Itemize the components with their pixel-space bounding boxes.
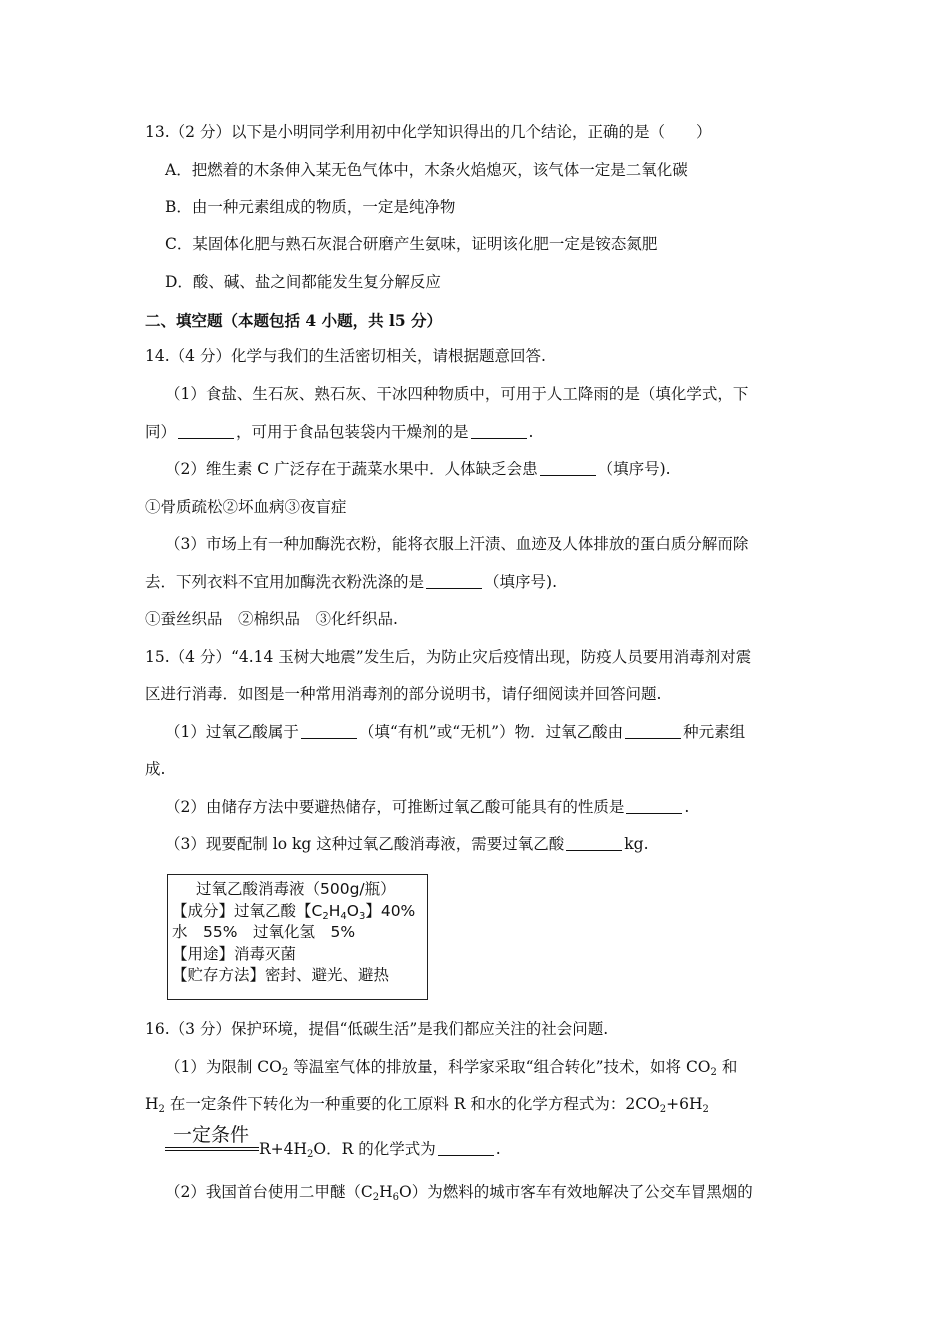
text: 种元素组 [683, 723, 746, 741]
label-composition [172, 901, 427, 923]
text: R+4H [259, 1140, 308, 1158]
text: . [495, 1140, 501, 1158]
q13-stem: 13.（2 分）以下是小明同学利用初中化学知识得出的几个结论，正确的是（ ） [145, 123, 712, 141]
q14-part1-line1: （1）食盐、生石灰、熟石灰、干冰四种物质中，可用于人工降雨的是（填化学式，下 [165, 385, 749, 403]
q15-part3 [165, 833, 649, 855]
q14-stem: 14.（4 分）化学与我们的生活密切相关，请根据题意回答. [145, 347, 546, 365]
q14-part2 [165, 458, 671, 480]
text: （填序号). [597, 460, 671, 478]
text: 【成分】过氧乙酸【 [172, 901, 312, 920]
text: （3）现要配制 lo kg 这种过氧乙酸消毒液，需要过氧乙酸 [165, 835, 565, 853]
text: 在一定条件下转化为一种重要的化工原料 R 和水的化学方程式为：2CO [164, 1095, 660, 1113]
text: +6H [666, 1095, 703, 1113]
q15-part1 [165, 721, 745, 743]
label-title: 过氧乙酸消毒液（500g/瓶） [196, 880, 396, 898]
text: （2）维生素 C 广泛存在于蔬菜水果中．人体缺乏会患 [165, 460, 538, 478]
answer-blank[interactable] [301, 724, 357, 739]
text: O）为燃料的城市客车有效地解决了公交车冒黑烟的 [399, 1183, 753, 1201]
q15-stem-line2: 区进行消毒．如图是一种常用消毒剂的部分说明书，请仔细阅读并回答问题. [145, 685, 662, 703]
text: H [145, 1095, 159, 1113]
subscript: 2 [158, 1104, 165, 1115]
text: 去．下列衣料不宜用加酶洗衣粉洗涤的是 [145, 573, 425, 591]
answer-blank[interactable] [566, 836, 622, 851]
text: O [346, 901, 359, 920]
answer-blank[interactable] [540, 461, 596, 476]
subscript: 2 [307, 1149, 314, 1160]
subscript: 4 [340, 910, 347, 922]
answer-blank[interactable] [626, 799, 682, 814]
text: 同） [145, 423, 177, 441]
answer-blank[interactable] [438, 1141, 494, 1156]
label-use: 【用途】消毒灭菌 [172, 944, 297, 963]
answer-blank[interactable] [178, 424, 234, 439]
text: 等温室气体的排放量，科学家采取“组合转化”技术，如将 CO [288, 1058, 711, 1076]
q13-option-a: A．把燃着的木条伸入某无色气体中，木条火焰熄灭，该气体一定是二氧化碳 [165, 161, 688, 179]
subscript: 2 [710, 1067, 717, 1078]
q14-part3-line2 [145, 571, 557, 593]
q14-part1-line2 [145, 421, 533, 443]
q15-part2 [165, 796, 689, 818]
q15-part1-line2: 成. [145, 760, 166, 778]
reaction-condition-text: 一定条件 [173, 1124, 250, 1146]
text: . [528, 423, 534, 441]
text: 和 [716, 1058, 738, 1076]
q16-part1-line1 [165, 1056, 737, 1078]
q16-part1-line3 [259, 1138, 501, 1160]
answer-blank[interactable] [471, 424, 527, 439]
label-water: 水 55% 过氧化氢 5% [172, 923, 356, 941]
text: H [379, 1183, 393, 1201]
subscript: 2 [659, 1104, 667, 1115]
subscript: 2 [372, 1192, 380, 1203]
equals-sign [165, 1147, 259, 1151]
label-storage: 【贮存方法】密封、避光、避热 [172, 966, 390, 984]
subscript: 3 [358, 910, 366, 922]
q14-part3-options: ①蚕丝织品 ②棉织品 ③化纤织品. [145, 610, 398, 628]
text: H [328, 901, 341, 920]
q14-part2-options: ①骨质疏松②坏血病③夜盲症 [145, 498, 347, 516]
q13-option-c: C．某固体化肥与熟石灰混合研磨产生氨味，证明该化肥一定是铵态氮肥 [165, 235, 658, 253]
subscript: 2 [702, 1104, 709, 1115]
text: ，可用于食品包装袋内干燥剂的是 [236, 423, 469, 441]
text: O．R 的化学式为 [313, 1140, 436, 1158]
text: . [684, 798, 690, 816]
answer-blank[interactable] [625, 724, 681, 739]
subscript: 2 [322, 910, 329, 922]
q16-part2 [165, 1181, 753, 1203]
disinfectant-label-figure [167, 874, 428, 1000]
reaction-condition-arrow [165, 1124, 259, 1151]
text: （1）过氧乙酸属于 [165, 723, 299, 741]
q13-option-d: D．酸、碱、盐之间都能发生复分解反应 [165, 273, 441, 291]
q14-part3-line1: （3）市场上有一种加酶洗衣粉，能将衣服上汗渍、血迹及人体排放的蛋白质分解而除 [165, 535, 749, 553]
text: 】40% [365, 901, 416, 920]
text: （填序号). [484, 573, 557, 591]
q16-stem: 16.（3 分）保护环境，提倡“低碳生活”是我们都应关注的社会问题. [145, 1020, 609, 1038]
section-heading: 二、填空题（本题包括 4 小题，共 l5 分） [145, 311, 443, 330]
text: （2）由储存方法中要避热储存，可推断过氧乙酸可能具有的性质是 [165, 798, 625, 816]
text: （填“有机”或“无机”）物．过氧乙酸由 [358, 723, 624, 741]
q15-stem-line1: 15.（4 分）“4.14 玉树大地震”发生后，为防止灾后疫情出现，防疫人员要用消毒剂对震 [145, 648, 752, 666]
text: C [311, 901, 323, 920]
subscript: 6 [392, 1192, 400, 1203]
text: kg. [624, 835, 649, 853]
q16-part1-line2 [145, 1093, 709, 1115]
subscript: 2 [281, 1067, 289, 1078]
text: （2）我国首台使用二甲醚（C [165, 1183, 373, 1201]
q13-option-b: B．由一种元素组成的物质，一定是纯净物 [165, 198, 456, 216]
text: （1）为限制 CO [165, 1058, 282, 1076]
answer-blank[interactable] [426, 574, 482, 589]
